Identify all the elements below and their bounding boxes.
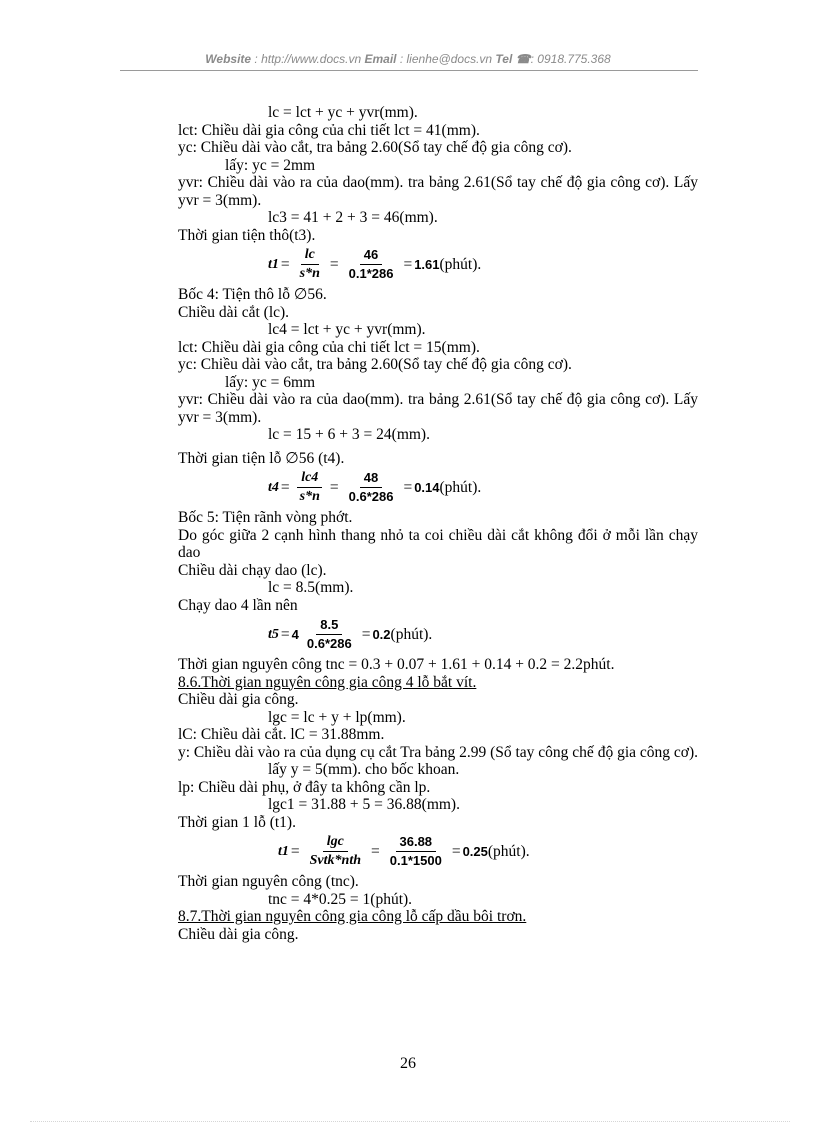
text-line: yc: Chiều dài vào cắt, tra bảng 2.60(Sổ tay chế độ gia công cơ).	[178, 139, 572, 156]
text-line: Chiều dài gia công.	[178, 691, 299, 708]
page-number: 26	[400, 1055, 416, 1072]
text-line: Thời gian 1 lỗ (t1).	[178, 813, 296, 831]
text-line: Chiều dài chạy dao (lc).	[178, 561, 327, 579]
text-line: Thời gian nguyên công (tnc).	[178, 873, 359, 890]
text-line: lc4 = lct + yc + yvr(mm).	[268, 321, 426, 338]
text-line: Chiều dài cắt (lc).	[178, 303, 290, 321]
text-line: lấy y = 5(mm). cho bốc khoan.	[268, 761, 460, 778]
section-heading-8-7: 8.7.Thời gian nguyên công gia công lỗ cấp dầu bôi trơn.	[178, 908, 527, 925]
text-line: Chiều dài gia công.	[178, 925, 299, 943]
formula-t3: t1 = $\frac{lc}{s*n}$ = $\frac{46}{0.1*286}$ = 1.61 (phút).	[268, 247, 482, 281]
text-paragraph: y: Chiều dài vào ra của dụng cụ cắt Tra bảng 2.99 (Sổ tay công chế độ gia công cơ).	[178, 743, 698, 761]
formula-t4: t4 = $\frac{lc4}{s*n}$ = $\frac{48}{0.6*286}$ = 0.14 (phút).	[268, 470, 482, 504]
text-line: yc: Chiều dài vào cắt, tra bảng 2.60(Sổ tay chế độ gia công cơ).	[178, 356, 572, 373]
footer-rule	[30, 1121, 790, 1122]
text-line: lC: Chiều dài cắt. lC = 31.88mm.	[178, 726, 385, 743]
text-line: lấy: yc = 2mm	[225, 156, 316, 174]
phone-icon: ☎	[515, 52, 531, 66]
text-line: Thời gian tiện lỗ ∅56 (t4).	[178, 449, 345, 467]
text-line: tnc = 4*0.25 = 1(phút).	[268, 890, 413, 908]
text-line: lgc1 = 31.88 + 5 = 36.88(mm).	[268, 796, 460, 813]
text-line: lấy: yc = 6mm	[225, 373, 316, 391]
text-paragraph: yvr: Chiều dài vào ra của dao(mm). tra bảng 2.61(Sổ tay chế độ gia công cơ). Lấy yvr = 3(mm).	[178, 391, 698, 426]
page-header: Website : http://www.docs.vn Email : lienhe@docs.vn Tel ☎: 0918.775.368	[205, 52, 611, 66]
section-step-4: Bốc 4: Tiện thô lỗ ∅56.	[178, 286, 327, 303]
formula-t1: t1 = $\frac{\lg c}{\text{Svtk*nth}}$ = $\frac{36.88}{0.1*1500}$ = 0.25 (phút).	[278, 834, 530, 868]
text-line: lp: Chiều dài phụ, ở đây ta không cần lp.	[178, 778, 431, 796]
formula-t5: t5 = 4 $\frac{8.5}{0.6*286}$ = 0.2 (phút).	[268, 617, 433, 651]
text-paragraph: Do góc giữa 2 cạnh hình thang nhỏ ta coi chiều dài cắt không đổi ở mỗi lần chạy dao	[178, 526, 698, 561]
text-line: lct: Chiều dài gia công của chi tiết lct = 41(mm).	[178, 121, 480, 139]
text-paragraph: yvr: Chiều dài vào ra của dao(mm). tra bảng 2.61(Sổ tay chế độ gia công cơ). Lấy yvr = 3(mm).	[178, 174, 698, 209]
text-line: lc = 15 + 6 + 3 = 24(mm).	[268, 426, 430, 443]
text-line: lct: Chiều dài gia công của chi tiết lct = 15(mm).	[178, 338, 480, 356]
section-step-5: Bốc 5: Tiện rãnh vòng phớt.	[178, 509, 353, 526]
formula-lc: lc = lct + yc + yvr(mm).	[268, 104, 418, 121]
text-line: lc = 8.5(mm).	[268, 579, 354, 596]
document-body	[178, 104, 698, 943]
text-line: lc3 = 41 + 2 + 3 = 46(mm).	[268, 209, 438, 226]
header-rule	[120, 70, 698, 71]
section-heading-8-6: 8.6.Thời gian nguyên công gia công 4 lỗ bắt vít.	[178, 673, 477, 691]
text-line: Thời gian nguyên công tnc = 0.3 + 0.07 + 1.61 + 0.14 + 0.2 = 2.2phút.	[178, 656, 615, 673]
text-line: Chạy dao 4 lần nên	[178, 596, 298, 614]
text-line: Thời gian tiện thô(t3).	[178, 226, 316, 244]
text-line: lgc = lc + y + lp(mm).	[268, 708, 406, 726]
